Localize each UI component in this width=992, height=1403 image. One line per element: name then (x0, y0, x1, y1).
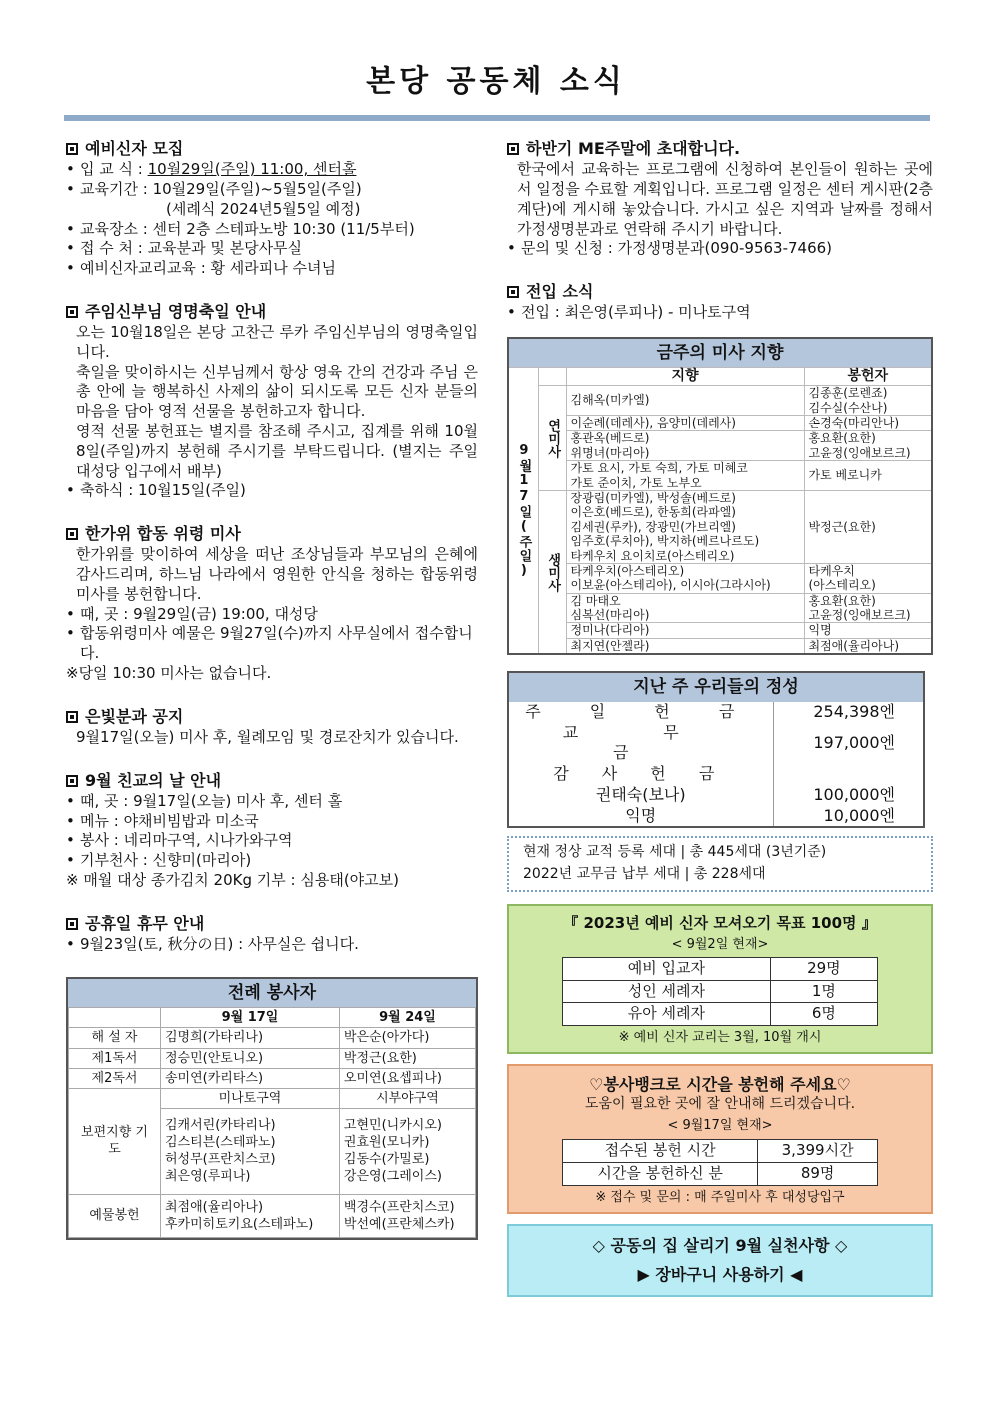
table-row: 연미사 김해옥(미카엘) 김종훈(로렌죠) 김수실(수산나) (508, 386, 932, 416)
square-bullet-icon (507, 143, 519, 155)
table-row: 익명 10,000엔 (509, 806, 923, 827)
list-item: • 합동위령미사 예물은 9월27일(수)까지 사무실에서 접수합니다. (66, 624, 478, 664)
table-row: 제2독서 송미연(카리타스) 오미연(요셉피나) (69, 1068, 476, 1088)
section-title: 전입 소식 (526, 282, 594, 302)
square-bullet-icon (507, 286, 519, 298)
list-item: • 축하식 : 10월15일(주일) (66, 481, 478, 501)
square-bullet-icon (66, 306, 78, 318)
practice-box: ◇ 공동의 집 살리기 9월 실천사항 ◇ ▶ 장바구니 사용하기 ◀ (507, 1224, 933, 1298)
paragraph: 9월17일(오늘) 미사 후, 월례모임 및 경로잔치가 있습니다. (76, 727, 459, 746)
list-item: • 봉사 : 네리마구역, 시나가와구역 (66, 831, 478, 851)
left-column (66, 138, 478, 1240)
list-item: • 예비신자교리교육 : 황 세라피나 수녀님 (66, 259, 478, 279)
list-item: • 입 교 식 : 10월29일(주일) 11:00, 센터홀 (66, 160, 478, 180)
goal-date: < 9월2일 현재> (671, 936, 769, 952)
catechumen-goal-box (507, 904, 933, 1055)
square-bullet-icon (66, 711, 78, 723)
list-item: • 문의 및 신청 : 가정생명분과(090-9563-7466) (507, 239, 933, 259)
catechumen-section (66, 138, 478, 279)
column-header: 9월 24일 (339, 1008, 475, 1028)
memorial-section (66, 523, 478, 684)
fellowship-section (66, 770, 478, 891)
list-item: • 메뉴 : 야채비빔밥과 미소국 (66, 812, 478, 832)
list-item: • 전입 : 최은영(루피나) - 미나토구역 (507, 303, 933, 323)
section-title: 공휴일 휴무 안내 (85, 913, 205, 933)
table-row: 유아 세례자 6명 (563, 1003, 878, 1026)
holiday-section (66, 913, 478, 955)
goal-title: 『 2023년 예비 신자 모셔오기 목표 100명 』 (563, 913, 877, 932)
list-item: • 접 수 처 : 교육분과 및 본당사무실 (66, 239, 478, 259)
mass-date: 9월17일(주일) (508, 368, 538, 654)
table-title: 지난 주 우리들의 정성 (509, 673, 923, 701)
column-header: 봉헌자 (804, 368, 932, 386)
section-title: 은빛분과 공지 (85, 706, 184, 726)
mass-intention-table (507, 337, 933, 655)
note: ※당일 10:30 미사는 없습니다. (66, 664, 272, 683)
table-row: 김캐서린(카타리나) 김스티븐(스테파노) 허성무(프란치스코) 최은영(루피나) 고현민(니카시오) 권효원(모니카) 김동수(가밀로) 강은영(그레이스) (69, 1108, 476, 1194)
table-row: 김 마태오 심복선(마리아) 홍요환(요한) 고윤정(잉애보르크) (508, 593, 932, 623)
paragraph: 축일을 맞이하시는 신부님께서 항상 영육 간의 건강과 주님 은총 안에 늘 행복하신 사제의 삶이 되시도록 모든 신자 분들의 마음을 담아 영적 선물을 봉헌하고자 합니다. (76, 362, 478, 421)
paragraph: 한가위를 맞이하여 세상을 떠난 조상님들과 부모님의 은혜에 감사드리며, 하느님 나라에서 영원한 안식을 청하는 합동위령미사를 봉헌합니다. (76, 545, 478, 603)
volunteer-note: ※ 접수 및 문의 : 매 주일미사 후 대성당입구 (595, 1189, 845, 1205)
section-title: 한가위 합동 위령 미사 (85, 524, 241, 544)
column-header: 지향 (566, 368, 804, 386)
note: ※ 매월 대상 종가김치 20Kg 기부 : 심용태(야고보) (66, 871, 399, 890)
volunteer-bank-box: ♡봉사뱅크로 시간을 봉헌해 주세요♡ 도움이 필요한 곳에 잘 안내해 드리겠습니다. < 9월17일 현재> 접수된 봉헌 시간 3,399시간 시간을 봉헌하신 분 89명 ※ 접수 및 문의 : 매 주일미사 후 대성당입구 (507, 1064, 933, 1213)
square-bullet-icon (66, 143, 78, 155)
liturgy-table (66, 977, 478, 1240)
table-row: 교 무 금 197,000엔 (509, 723, 923, 765)
right-column (507, 138, 933, 1297)
transfer-section (507, 281, 933, 323)
section-title: 하반기 ME주말에 초대합니다. (526, 139, 741, 158)
paragraph: 한국에서 교육하는 프로그램에 신청하여 본인들이 원하는 곳에서 일정을 수료할 계획입니다. 프로그램 일정은 센터 게시판(2층 계단)에 게시해 놓았습니다. 가시고 싶은 지역과 날짜를 정해서 가정생명분과로 연락해 주시기 바랍니다. (517, 160, 933, 238)
square-bullet-icon (66, 918, 78, 930)
list-item: • 기부천사 : 신향미(마리아) (66, 851, 478, 871)
table-row: 타케우치(아스테리오) 이보윤(아스테리아), 이시아(그라시아) 타케우치 (아스테리오) (508, 563, 932, 593)
table-title: 금주의 미사 지향 (507, 337, 933, 367)
table-row: 최지연(안젤라) 최점애(율리아나) (508, 638, 932, 654)
list-item: • 때, 곳 : 9월17일(오늘) 미사 후, 센터 홀 (66, 792, 478, 812)
table-row: 해 설 자 김명희(가타리나) 박은순(아가다) (69, 1028, 476, 1048)
list-item: • 교육기간 : 10월29일(주일)~5월5일(주일) (66, 180, 478, 200)
square-bullet-icon (66, 528, 78, 540)
title-divider (64, 115, 930, 121)
table-row: 예물봉헌 최점애(율리아나) 후카미히토키요(스테파노) 백경수(프란치스코) 박선예(프란체스카) (69, 1194, 476, 1237)
list-item: • 교육장소 : 센터 2층 스테파노방 10:30 (11/5부터) (66, 220, 478, 240)
registration-stats: 현재 정상 교적 등록 세대 | 총 445세대 (3년기준) 2022년 교무금 납부 세대 | 총 228세대 (507, 836, 933, 891)
section-title: 9월 친교의 날 안내 (85, 770, 222, 790)
table-row: 성인 세례자 1명 (563, 980, 878, 1003)
table-row: 제1독서 정승민(안토니오) 박정근(요한) (69, 1048, 476, 1068)
volunteer-title: ♡봉사뱅크로 시간을 봉헌해 주세요♡ (589, 1075, 851, 1095)
column-header: 9월 17일 (161, 1008, 340, 1028)
table-row: 권태숙(보나) 100,000엔 (509, 785, 923, 806)
list-item: • 때, 곳 : 9월29일(금) 19:00, 대성당 (66, 605, 478, 625)
table-row: 예비 입교자 29명 (563, 957, 878, 980)
table-row: 보편지향 기 도 미나토구역 시부야구역 (69, 1088, 476, 1108)
paragraph: 오는 10월18일은 본당 고찬근 루카 주임신부님의 영명축일입니다. (76, 323, 478, 361)
silver-section (66, 706, 478, 748)
square-bullet-icon (66, 775, 78, 787)
table-title: 전례 봉사자 (68, 979, 476, 1007)
table-row: 시간을 봉헌하신 분 89명 (563, 1162, 878, 1185)
table-row: 이순례(데레사), 음양미(데레사) 손경숙(마리안나) (508, 416, 932, 431)
table-row: 가토 요시, 가토 숙희, 가토 미혜코 가토 준이치, 가토 노부오 가토 베로니카 (508, 461, 932, 491)
feast-section (66, 301, 478, 501)
paragraph: 영적 선물 봉헌표는 별지를 참조해 주시고, 집계를 위해 10월8일(주일)까지 봉헌해 주시기를 부탁드립니다. (별지는 주일 대성당 입구에서 배부) (76, 421, 478, 480)
table-row: 정미나(다리아) 익명 (508, 623, 932, 638)
list-item: • 9월23일(토, 秋分の日) : 사무실은 쉽니다. (66, 935, 478, 955)
baptism-note: (세례식 2024년5월5일 예정) (166, 199, 361, 218)
page-title: 본당 공동체 소식 (366, 64, 626, 99)
me-section (507, 138, 933, 259)
section-title: 예비신자 모집 (85, 139, 184, 158)
goal-note: ※ 예비 신자 교리는 3월, 10월 개시 (618, 1030, 822, 1046)
table-row: 접수된 봉헌 시간 3,399시간 (563, 1140, 878, 1163)
table-row: 생미사 장광림(미카엘), 박성솔(베드로) 이은호(베드로), 한동희(라파엘) 김세권(루카), 장광민(가브리엘) 임주호(루치아), 박지하(베르나르도) 타케우치 요이치로(아스테리오) 박정근(요한) (508, 490, 932, 563)
offering-table (507, 671, 925, 828)
table-row: 감 사 헌 금 (509, 764, 923, 785)
table-row: 홍관옥(베드로) 위명녀(마리아) 홍요환(요한) 고윤정(잉애보르크) (508, 431, 932, 461)
table-row: 주 일 헌 금 254,398엔 (509, 702, 923, 723)
section-title: 주임신부님 영명축일 안내 (85, 301, 267, 321)
